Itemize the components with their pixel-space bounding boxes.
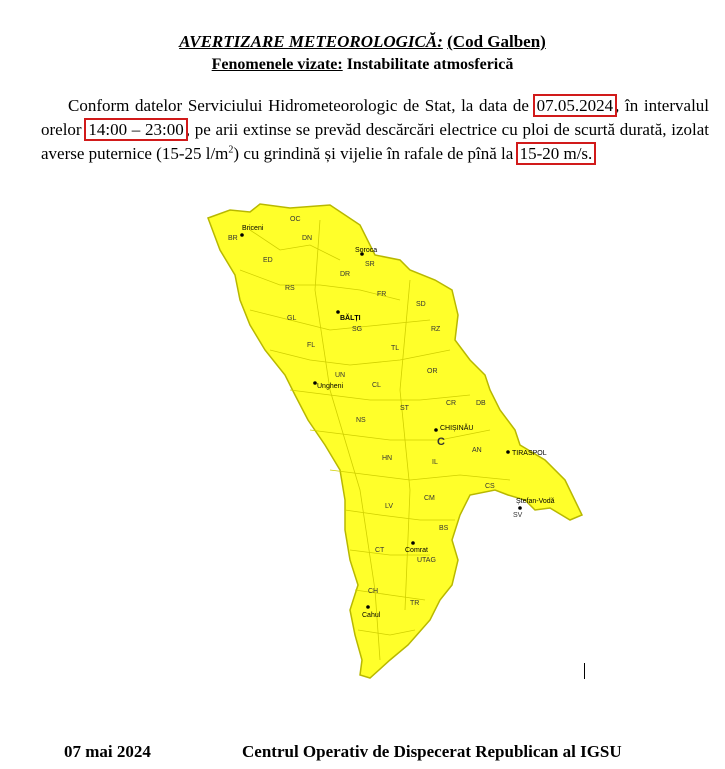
svg-text:Ungheni: Ungheni bbox=[317, 383, 344, 390]
svg-text:TL: TL bbox=[391, 345, 400, 352]
svg-text:DB: DB bbox=[476, 400, 486, 407]
svg-text:ED: ED bbox=[263, 257, 273, 264]
svg-text:TR: TR bbox=[410, 600, 420, 607]
highlighted-wind: 15-20 m/s. bbox=[519, 144, 593, 163]
warning-title bbox=[0, 32, 725, 52]
svg-text:SG: SG bbox=[352, 326, 363, 333]
svg-text:Comrat: Comrat bbox=[405, 547, 428, 554]
svg-text:Cahul: Cahul bbox=[362, 612, 381, 619]
warning-code: (Cod Galben) bbox=[447, 32, 546, 51]
svg-text:Soroca: Soroca bbox=[355, 247, 378, 254]
svg-text:SR: SR bbox=[365, 261, 375, 268]
phenomena-line bbox=[0, 56, 725, 74]
svg-text:Ștefan-Vodă: Ștefan-Vodă bbox=[516, 498, 555, 505]
svg-text:FR: FR bbox=[377, 291, 387, 298]
svg-text:BĂLȚI: BĂLȚI bbox=[340, 315, 361, 322]
svg-text:UN: UN bbox=[335, 372, 346, 379]
svg-text:TIRASPOL: TIRASPOL bbox=[512, 450, 547, 457]
svg-text:HN: HN bbox=[382, 455, 393, 462]
footer-date: 07 mai 2024 bbox=[64, 742, 151, 761]
svg-text:AN: AN bbox=[472, 447, 482, 454]
moldova-outline bbox=[208, 204, 582, 678]
paragraph-part-4: ) cu grindină și vijelie în rafale de pînă la bbox=[233, 144, 514, 163]
svg-text:DR: DR bbox=[340, 271, 351, 278]
paragraph-part-3: , pe arii extinse se prevăd descărcări electrice cu ploi de scurtă durată, izolat averse puternice (15-25 l/m bbox=[41, 120, 710, 163]
svg-text:CH: CH bbox=[368, 588, 379, 595]
svg-text:FL: FL bbox=[307, 342, 316, 349]
svg-text:BS: BS bbox=[439, 525, 449, 532]
svg-text:CR: CR bbox=[446, 400, 457, 407]
paragraph-part-2: , în intervalul orelor bbox=[41, 96, 710, 139]
superscript-2: 2 bbox=[228, 144, 234, 156]
svg-text:DN: DN bbox=[302, 235, 313, 242]
svg-text:OR: OR bbox=[427, 368, 438, 375]
warning-paragraph bbox=[41, 94, 709, 166]
svg-text:SV: SV bbox=[513, 512, 523, 519]
text-cursor-mark bbox=[584, 663, 585, 679]
svg-text:OC: OC bbox=[290, 216, 301, 223]
svg-text:CL: CL bbox=[372, 382, 381, 389]
svg-text:GL: GL bbox=[287, 315, 297, 322]
phenomena-label: Fenomenele vizate: bbox=[211, 56, 343, 73]
phenomena-value: Instabilitate atmosferică bbox=[346, 56, 514, 73]
svg-text:C: C bbox=[437, 436, 445, 448]
svg-text:UTAG: UTAG bbox=[417, 557, 436, 564]
svg-text:RZ: RZ bbox=[431, 326, 441, 333]
svg-text:CHIȘINĂU: CHIȘINĂU bbox=[440, 425, 474, 432]
moldova-warning-map bbox=[190, 190, 590, 680]
svg-text:ST: ST bbox=[400, 405, 409, 412]
svg-text:CS: CS bbox=[485, 483, 495, 490]
svg-text:CM: CM bbox=[424, 495, 435, 502]
footer-center: Centrul Operativ de Dispecerat Republican al IGSU bbox=[242, 742, 622, 761]
warning-title-text: AVERTIZARE METEOROLOGICĂ: bbox=[179, 32, 443, 51]
paragraph-part-1: Conform datelor Serviciului Hidrometeorologic de Stat, la data de bbox=[68, 96, 529, 115]
svg-text:CT: CT bbox=[375, 547, 385, 554]
svg-text:Briceni: Briceni bbox=[242, 225, 264, 232]
svg-text:SD: SD bbox=[416, 301, 426, 308]
highlighted-date: 07.05.2024 bbox=[536, 96, 614, 115]
svg-text:BR: BR bbox=[228, 235, 238, 242]
highlighted-hours: 14:00 – 23:00 bbox=[88, 120, 184, 139]
svg-text:IL: IL bbox=[432, 459, 438, 466]
svg-text:LV: LV bbox=[385, 503, 394, 510]
svg-text:RS: RS bbox=[285, 285, 295, 292]
svg-text:NS: NS bbox=[356, 417, 366, 424]
